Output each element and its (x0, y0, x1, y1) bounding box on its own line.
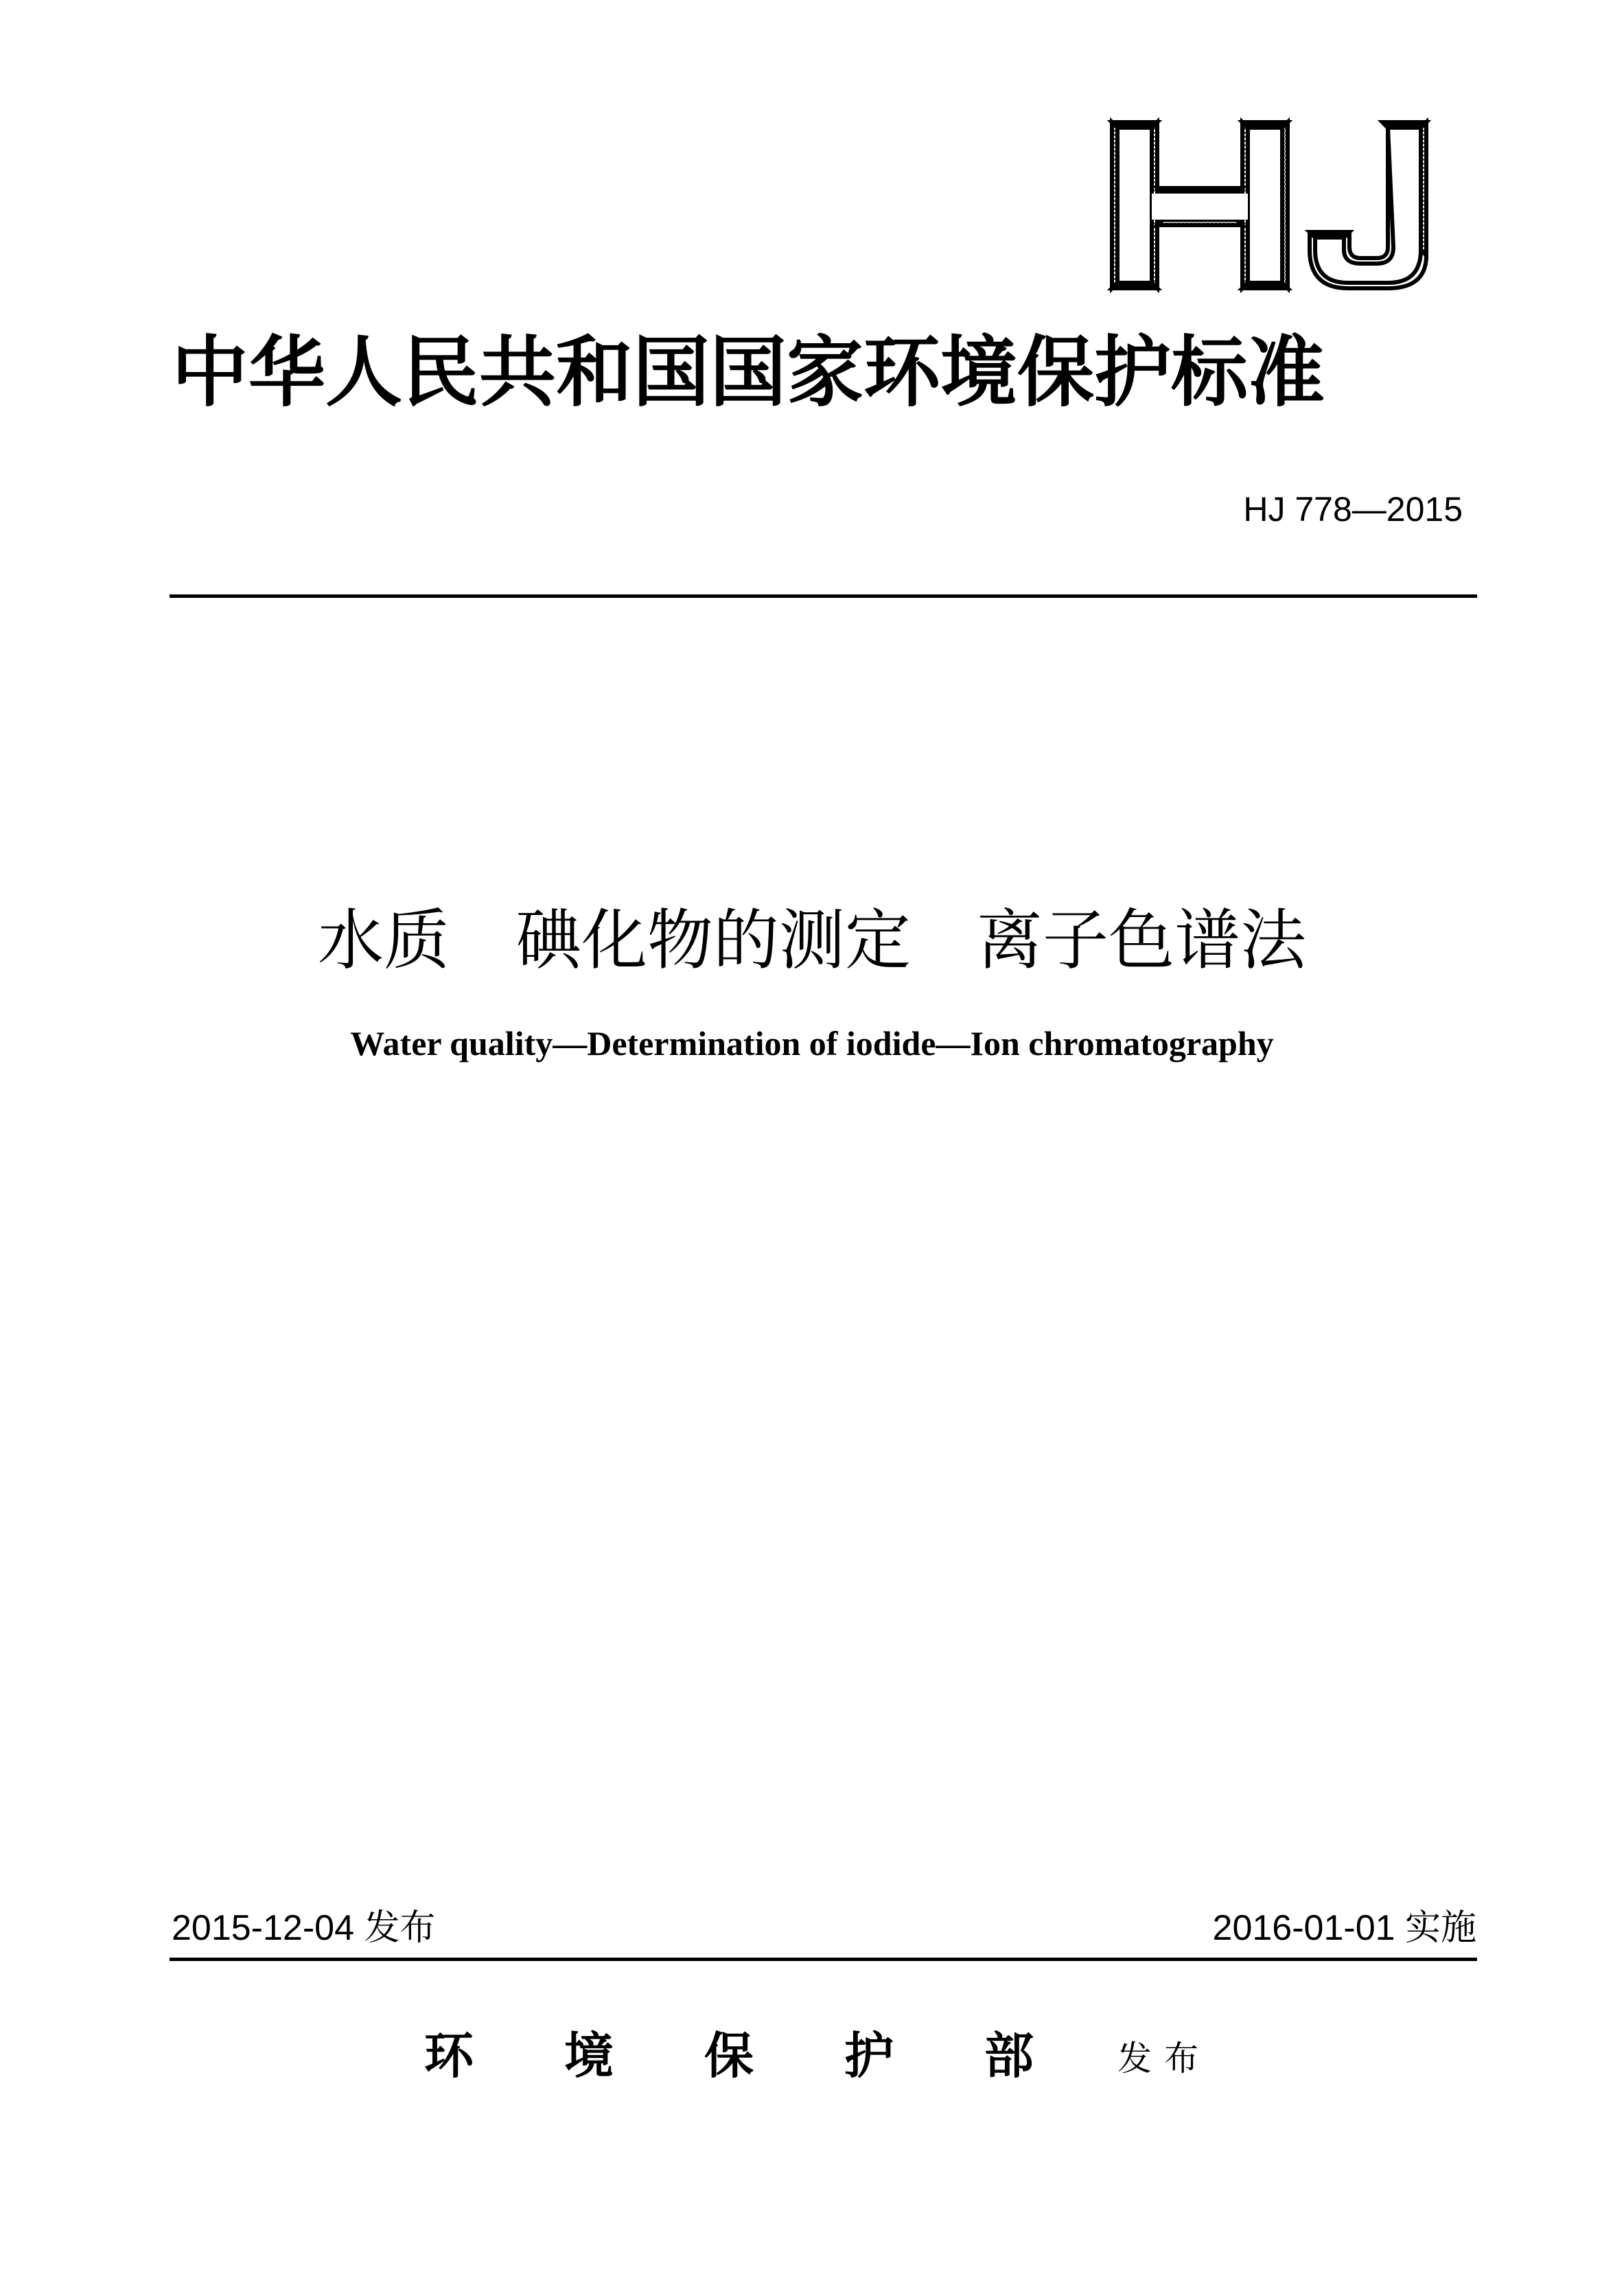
effective-date: 2016-01-01 实施 (1212, 1908, 1476, 1948)
standard-code: HJ 778—2015 (1243, 490, 1463, 529)
logo-letter-h (1112, 122, 1288, 288)
publisher-name: 环境保护部 (424, 2026, 1125, 2085)
hj-logo (1104, 115, 1433, 295)
header-divider (170, 594, 1477, 598)
footer-divider (170, 1958, 1477, 1961)
document-title-english: Water quality—Determination of iodide—Ion chromatography (350, 1024, 1274, 1063)
publisher-suffix: 发布 (1117, 2039, 1211, 2078)
publish-date: 2015-12-04 发布 (172, 1908, 436, 1948)
publisher-standard-title: 中华人民共和国国家环境保护标准 (172, 328, 1325, 417)
logo-letter-j (1310, 122, 1426, 288)
document-title-chinese: 水质 碘化物的测定 离子色谱法 (318, 902, 1306, 979)
